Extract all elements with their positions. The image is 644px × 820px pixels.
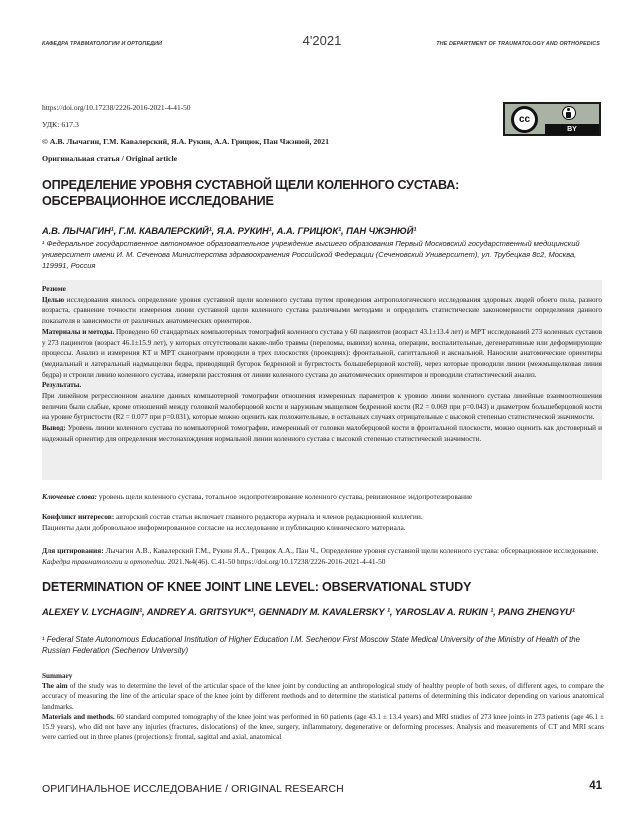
aim-label: Целью — [42, 295, 65, 304]
abstract-methods — [42, 327, 602, 381]
authors-ru: А.В. ЛЫЧАГИН¹, Г.М. КАВАЛЕРСКИЙ¹, Я.А. РУКИН¹, А.А. ГРИЦЮК¹, ПАН ЧЖЭНЮЙ¹ — [42, 225, 417, 236]
conflict-label: Конфликт интересов: — [42, 512, 115, 521]
authors-en: ALEXEY V. LYCHAGIN¹, ANDREY A. GRITSYUK*¹, GENNADIY M. KAVALERSKY ¹, YAROSLAV A. RUKIN ¹, PANG ZHENGYU¹ — [42, 606, 575, 617]
abstract-heading: Резюме — [42, 285, 66, 293]
methods-text: Проведено 60 стандартных компьютерных томографий коленного сустава у 60 пациентов (возраст 43.1±13.4 лет) и МРТ исследований 273 коленных суставов у 273 пациентов (возраст 46.1±15.9 лет), у которых отсутствовали какие-либо травмы (переломы, вывихи) колена, операции, воспалительные, дегенеративные или деформирующие процессы. Анализ и измерения КТ и МРТ сканограмм проводили в трех плоскостях (проекциях): фронтальной, сагиттальной и аксиальной. Наносили анатомические ориентиры (медиальный и латеральный надмыщелки бедра, приводящий бугорок бедренной и бугристость большеберцовой костей), через которые проводили линии (межмыщелковая линия бедра) и строили линию коленного сустава, измеряли расстояния от линии коленного сустава до анатомических ориентиров и проводили статистический анализ. — [42, 327, 602, 379]
keywords-ru — [42, 491, 602, 502]
results-label: Результаты. — [42, 381, 82, 390]
running-header-right: THE DEPARTMENT OF TRAUMATOLOGY AND ORTHOPEDICS — [436, 41, 600, 47]
conclusion-text: Уровень линии коленного сустава по компьютерной томографии, измеренный от головки малоберцовой кости в фронтальной плоскости, можно оценить как достоверный и надежный ориентир для определения местонахождения нормальной линии коленного сустава с высокой степенью статистической значимости. — [42, 424, 602, 443]
summary-aim-label: The aim — [42, 682, 68, 691]
article-title-ru: ОПРЕДЕЛЕНИЕ УРОВНЯ СУСТАВНОЙ ЩЕЛИ КОЛЕННОГО СУСТАВА: ОБСЕРВАЦИОННОЕ ИССЛЕДОВАНИЕ — [42, 178, 460, 208]
udk-code: УДК: 617.3 — [42, 120, 79, 129]
conflict-line — [42, 511, 602, 522]
attribution-person-icon — [562, 106, 576, 120]
abstract-aim — [42, 295, 602, 327]
summary-methods-text: 60 standard computed tomography of the knee joint was performed in 60 patients (age 43.1 ± 13.4 years) and MRI studies of 273 knee joints in 273 patients (age 46.1 ± 15.9 years), who did not have any injuries (fractures, dislocations) of the knee, surgery, inflammatory, degenerative or deforming processes. Analysis and measurements of CT and MRI scans were carried out in three planes (projections): frontal, sagittal and axial, anatomical — [42, 712, 604, 742]
footer-section: ОРИГИНАЛЬНОЕ ИССЛЕДОВАНИЕ / ORIGINAL RESEARCH — [42, 783, 344, 795]
summary-en — [42, 671, 604, 742]
doi-link[interactable]: https://doi.org/10.17238/2226-2016-2021-4-41-50 — [42, 103, 191, 112]
abstract-conclusion — [42, 423, 602, 444]
affiliation-en: ¹ Federal State Autonomous Educational Institution of Higher Education I.M. Sechenov First Moscow State Medical University of the Ministry of Health of the Russian Federation (Sechenov University) — [42, 635, 580, 655]
summary-methods — [42, 712, 604, 743]
aim-text: исследования явилось определение уровня суставной щели коленного сустава путем проведения антропологического исследования здоровых людей обоего пола, разного возраста, сравнение точности измерения линии суставной щели коленного сустава различными методами и определить статистические закономерности определения данного показателя в зависимости от различных анатомических ориентиров. — [42, 295, 602, 326]
keywords-label: Ключевые слова: — [42, 492, 97, 501]
conclusion-label: Вывод: — [42, 424, 66, 433]
summary-methods-label: Materials and methods. — [42, 712, 115, 721]
conflict-text: авторский состав статьи включает главного редактора журнала и членов редакционной коллегии. — [114, 512, 423, 521]
conflict-of-interest — [42, 511, 602, 533]
summary-aim-text: of the study was to determine the level of the articular space of the knee joint by conducting an anthropological study of healthy people of both sexes, of different ages, to compare the accuracy of measuring the line of the articular space of the knee joint by different methods and to determine the statistical patterns of determining this indicator depending on various anatomical landmarks. — [42, 682, 605, 711]
methods-label: Материалы и методы. — [42, 327, 115, 336]
issue-number: 4'2021 — [302, 33, 342, 48]
page-number: 41 — [589, 780, 602, 792]
article-title-en: DETERMINATION OF KNEE JOINT LINE LEVEL: OBSERVATIONAL STUDY — [42, 580, 472, 594]
cite-tail: 2021.№4(46). С.41-50 https://doi.org/10.17238/2226-2016-2021-4-41-50 — [165, 557, 386, 567]
cc-by-license-icon[interactable] — [503, 102, 601, 136]
running-header-left: КАФЕДРА ТРАВМАТОЛОГИИ И ОРТОПЕДИИ — [42, 41, 162, 47]
consent-line: Пациенты дали добровольное информированное согласие на исследование и публикацию клинического материала. — [42, 523, 406, 532]
cite-text: Лычагин А.В., Кавалерский Г.М., Рукин Я.А., Грицюк А.А., Пан Ч., Определение уровня суставной щели коленного сустава: обсервационное исследование. — [103, 546, 599, 555]
copyright-line: © А.В. Лычагин, Г.М. Кавалерский, Я.А. Рукин, А.А. Грицюк, Пан Чжэнюй, 2021 — [42, 137, 329, 146]
citation — [42, 545, 602, 567]
affiliation-ru: ¹ Федеральное государственное автономное образовательное учреждение высшего образования Первый Московский государственный медицинский университет имени И. М. Сеченова Министерства здравоохранения Российской Федерации (Сеченовский Университет), ул. Трубецкая 8с2, Москва, 119991, Россия — [42, 239, 580, 270]
cc-by-label: BY — [545, 124, 599, 135]
cc-icon: cc — [511, 106, 538, 133]
abstract-ru — [42, 284, 602, 445]
keywords-text: уровень щели коленного сустава, тотальное эндопротезирование коленного сустава, ревизионное эндопротезирование — [97, 492, 473, 501]
summary-heading: Summary — [42, 672, 73, 680]
cite-label: Для цитирования: — [42, 546, 104, 555]
cite-journal: Кафедра травматологии и ортопедии. — [42, 557, 166, 567]
article-type: Оригинальная статья / Original article — [42, 154, 178, 163]
results-text: При линейном регрессионном анализе данных компьютерной томографии отношения измеренных параметров к уровню линии коленного сустава линейные взаимоотношения величин были слабые, кроме отношений между головкой малоберцовой кости и наружным мыщелком бедренной кости (R2 = 0.069 при p=0.043) и диаметром большеберцовой кости на уровне бугристости (R2 = 0.077 при p=0.031), которые можно оценить как положительные, в остальных случаях отрицательные с высокой степенью статистической значимости. — [42, 392, 602, 422]
summary-aim — [42, 681, 604, 712]
